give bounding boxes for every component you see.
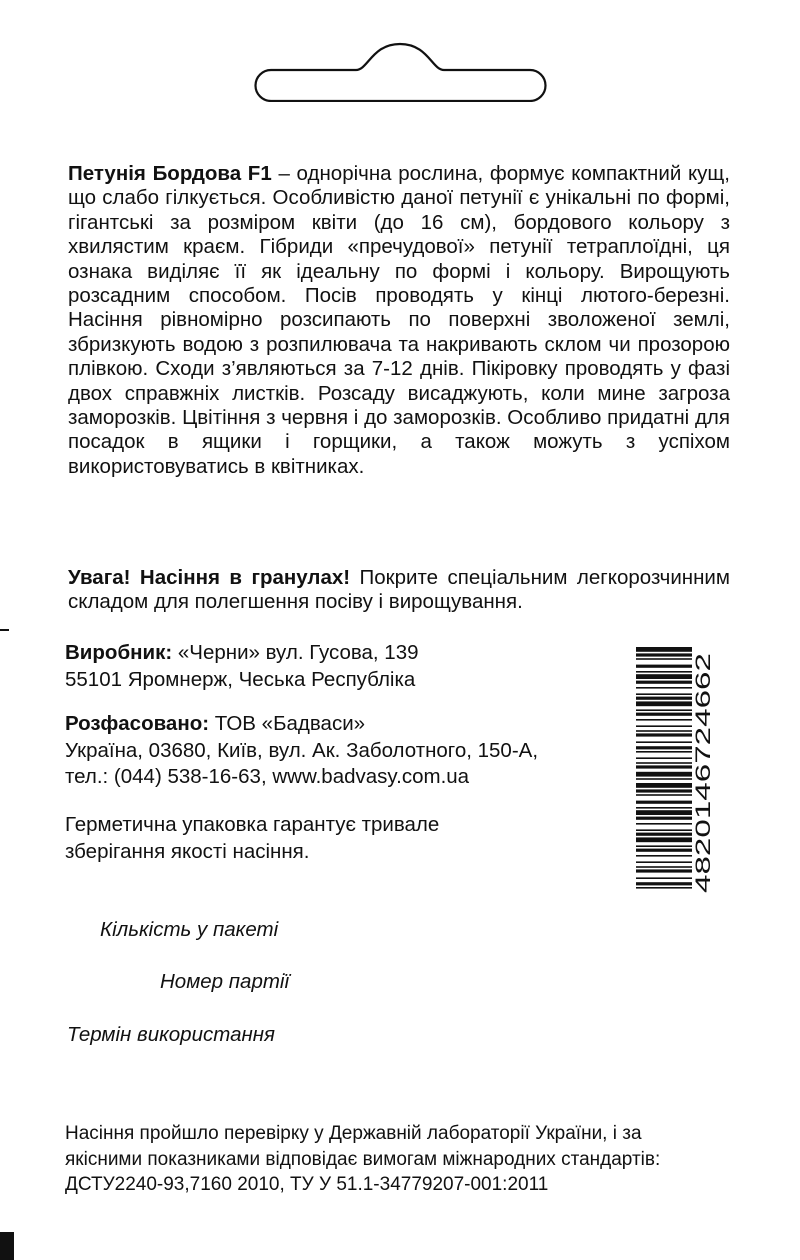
producer-line2: 55101 Яромнерж, Чеська Республіка	[65, 667, 416, 691]
packer-line2: Україна, 03680, Київ, вул. Ак. Заболотного, 150-А,	[65, 738, 539, 762]
barcode-bar	[636, 674, 692, 679]
barcode-bar	[636, 757, 692, 759]
barcode-bars	[636, 647, 692, 889]
barcode-bar	[636, 829, 692, 831]
barcode-bar	[636, 877, 692, 879]
barcode-bar	[636, 807, 692, 809]
barcode-bar	[636, 861, 692, 863]
barcode-bar	[636, 833, 692, 836]
sealed-line1: Герметична упаковка гарантує тривале	[65, 813, 440, 836]
barcode-bar	[636, 823, 692, 825]
barcode-bar	[636, 845, 692, 847]
barcode-bar	[636, 817, 692, 820]
barcode-bar	[636, 869, 692, 872]
barcode-bar	[636, 789, 692, 792]
barcode-bar	[636, 701, 692, 706]
quantity-field-label: Кількість у пакеті	[100, 918, 279, 941]
barcode-bar	[636, 730, 692, 732]
barcode-bar	[636, 762, 692, 764]
sealed-package-note	[65, 812, 439, 865]
barcode-bar	[636, 794, 692, 796]
sealed-line2: зберігання якості насіння.	[65, 839, 310, 863]
barcode-number: 4820146724662	[692, 741, 715, 893]
barcode-bar	[636, 709, 692, 711]
product-title: Петунія Бордова F1	[68, 162, 272, 185]
barcode-bar	[636, 658, 692, 660]
batch-field-label: Номер партії	[160, 970, 290, 993]
corner-mark	[0, 1232, 14, 1260]
barcode-bar	[636, 837, 692, 842]
barcode-bar	[636, 801, 692, 804]
packer-label: Розфасовано:	[65, 712, 210, 735]
packer-line3: тел.: (044) 538-16-63, www.badvasy.com.ua	[65, 765, 470, 788]
barcode-bar	[636, 665, 692, 668]
barcode-bar	[636, 778, 692, 780]
producer-line1: «Черни» вул. Гусова, 139	[172, 641, 419, 664]
barcode-bar	[636, 733, 692, 736]
warning-title: Увага! Насіння в гранулах!	[68, 566, 351, 589]
barcode-bar	[636, 741, 692, 743]
product-description	[68, 162, 730, 479]
certification-note	[65, 1121, 733, 1198]
barcode-bar	[636, 751, 692, 753]
barcode-bar	[636, 671, 692, 673]
barcode-bar	[636, 882, 692, 885]
barcode-bar	[636, 887, 692, 889]
producer-info	[65, 640, 419, 693]
cert-line2: якісними показниками відповідає вимогам міжнародних стандартів:	[65, 1148, 661, 1170]
granules-warning	[68, 566, 730, 615]
cut-mark	[0, 629, 9, 631]
barcode-bar	[636, 783, 692, 788]
barcode-bar	[636, 849, 692, 852]
hang-slot-outline	[240, 40, 560, 102]
barcode-bar	[636, 719, 692, 721]
barcode-bar	[636, 693, 692, 695]
barcode-bar	[636, 765, 692, 768]
barcode-bar	[636, 647, 692, 652]
cert-line3: ДСТУ2240-93,7160 2010, ТУ У 51.1-34779207-001:2011	[65, 1174, 549, 1195]
barcode-bar	[636, 810, 692, 815]
barcode-bar	[636, 746, 692, 749]
barcode-bar	[636, 713, 692, 716]
cert-line1: Насіння пройшло перевірку у Державній лабораторії України, і за	[65, 1123, 642, 1144]
producer-label: Виробник:	[65, 641, 173, 664]
barcode-bar	[636, 681, 692, 684]
term-field-label: Термін використання	[67, 1023, 275, 1046]
barcode-bar	[636, 687, 692, 689]
barcode	[636, 645, 716, 895]
barcode-bar	[636, 697, 692, 700]
packer-line1: ТОВ «Бадваси»	[209, 712, 366, 735]
description-text: – однорічна рослина, формує компактний кущ, що слабо гілкується. Особливістю даної петунії є унікальні по формі, гігантські за розміром квіти (до 16 см), бордового кольору з хвилястим краєм. Гібриди «пречудової» петунії тетраплоїдні, ця ознака виділяє її як ідеальну по формі і кольору. Вирощують розсадним способом. Посів проводять у кінці лютого-березні. Насіння рівномірно розсипають по поверхні зволоженої землі, збризкують водою з розпилювача та накривають склом чи прозорою плівкою. Сходи з’являються за 7-12 днів. Пікіровку проводять у фазі двох справжніх листків. Розсаду висаджують, коли мине загроза заморозків. Цвітіння з червня і до заморозків. Особливо придатні для посадок в ящики і горщики, а також можуть з успіхом використовуватись в квітниках.	[68, 162, 730, 478]
barcode-bar	[636, 725, 692, 727]
barcode-bar	[636, 866, 692, 868]
barcode-bar	[636, 653, 692, 656]
barcode-bar	[636, 772, 692, 777]
packer-info	[65, 711, 538, 791]
barcode-bar	[636, 855, 692, 857]
warning-text: Покрите спеціальним легкорозчинним складом для полегшення посіву і вирощування.	[68, 566, 730, 614]
